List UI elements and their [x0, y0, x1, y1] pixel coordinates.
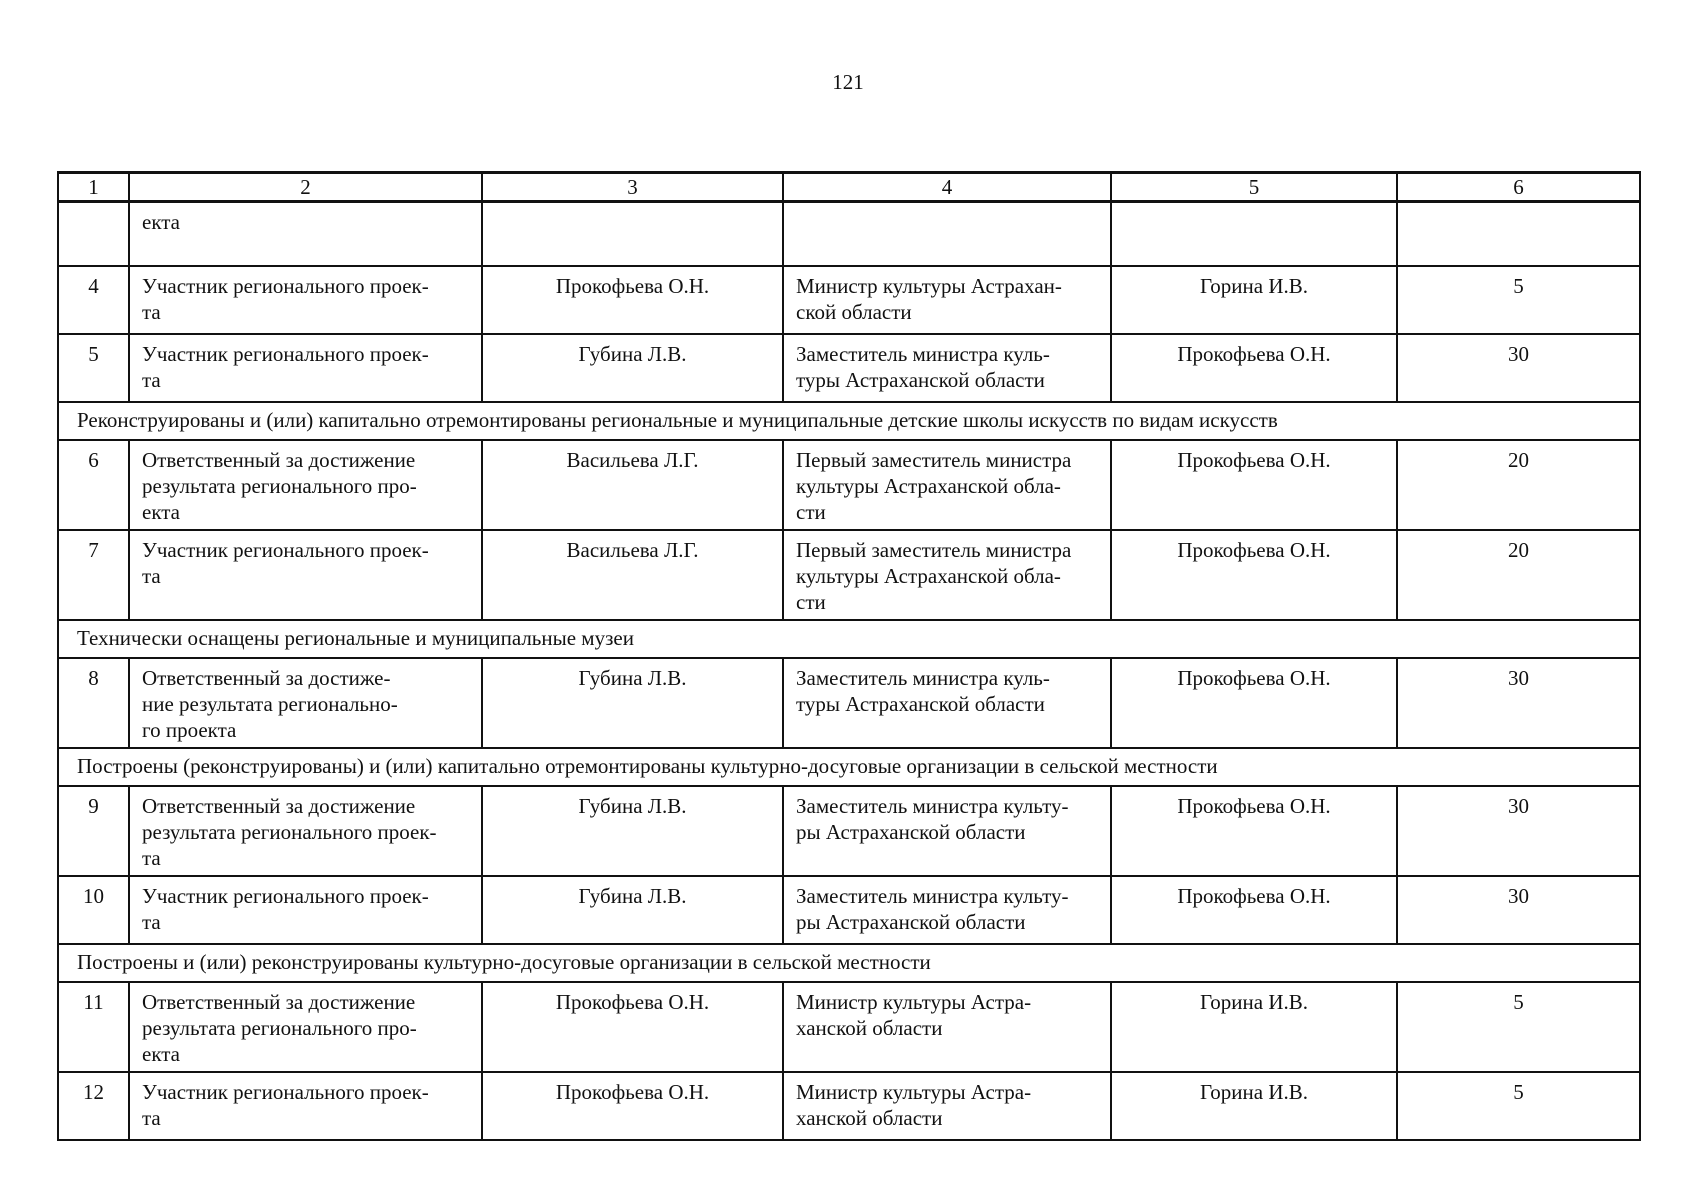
row-number-cell: 10: [58, 876, 129, 944]
person-cell: Прокофьева О.Н.: [482, 266, 783, 334]
table-row: [58, 266, 1640, 334]
role-cell: Ответственный за достижение результата регионального проек- та: [129, 786, 482, 876]
supervisor-cell: Прокофьева О.Н.: [1111, 658, 1397, 748]
position-cell: Первый заместитель министра культуры Астраханской обла- сти: [783, 440, 1111, 530]
supervisor-cell: Прокофьева О.Н.: [1111, 334, 1397, 402]
row-number-cell: 5: [58, 334, 129, 402]
supervisor-cell: Прокофьева О.Н.: [1111, 530, 1397, 620]
row-number-cell: 11: [58, 982, 129, 1072]
percent-cell: 5: [1397, 266, 1640, 334]
column-number: 3: [482, 173, 783, 202]
supervisor-cell: Горина И.В.: [1111, 266, 1397, 334]
percent-cell: 30: [1397, 876, 1640, 944]
row-number-cell: 9: [58, 786, 129, 876]
percent-cell: 5: [1397, 1072, 1640, 1140]
table-row: [58, 530, 1640, 620]
table-row: [58, 202, 1640, 267]
percent-cell: 5: [1397, 982, 1640, 1072]
percent-cell: 30: [1397, 334, 1640, 402]
row-number-cell: 12: [58, 1072, 129, 1140]
person-cell: Прокофьева О.Н.: [482, 1072, 783, 1140]
section-title: Реконструированы и (или) капитально отремонтированы региональные и муниципальные детские школы искусств по видам искусств: [58, 402, 1640, 440]
table-row: [58, 658, 1640, 748]
section-title: Технически оснащены региональные и муниципальные музеи: [58, 620, 1640, 658]
row-number-cell: 6: [58, 440, 129, 530]
percent-cell: [1397, 202, 1640, 267]
row-number-cell: 8: [58, 658, 129, 748]
role-cell: Ответственный за достиже- ние результата регионально- го проекта: [129, 658, 482, 748]
section-header-row: [58, 748, 1640, 786]
percent-cell: 20: [1397, 440, 1640, 530]
table-row: [58, 440, 1640, 530]
role-cell: Ответственный за достижение результата регионального про- екта: [129, 440, 482, 530]
column-number: 1: [58, 173, 129, 202]
percent-cell: 30: [1397, 658, 1640, 748]
percent-cell: 30: [1397, 786, 1640, 876]
supervisor-cell: Прокофьева О.Н.: [1111, 786, 1397, 876]
percent-cell: 20: [1397, 530, 1640, 620]
role-cell: екта: [129, 202, 482, 267]
position-cell: Заместитель министра куль- туры Астраханской области: [783, 334, 1111, 402]
row-number-cell: [58, 202, 129, 267]
role-cell: Ответственный за достижение результата регионального про- екта: [129, 982, 482, 1072]
supervisor-cell: Прокофьева О.Н.: [1111, 876, 1397, 944]
position-cell: Министр культуры Астра- ханской области: [783, 1072, 1111, 1140]
role-cell: Участник регионального проек- та: [129, 876, 482, 944]
row-number-cell: 7: [58, 530, 129, 620]
supervisor-cell: Прокофьева О.Н.: [1111, 440, 1397, 530]
table-row: [58, 1072, 1640, 1140]
position-cell: Заместитель министра культу- ры Астраханской области: [783, 786, 1111, 876]
person-cell: [482, 202, 783, 267]
supervisor-cell: [1111, 202, 1397, 267]
person-cell: Васильева Л.Г.: [482, 530, 783, 620]
person-cell: Губина Л.В.: [482, 876, 783, 944]
supervisor-cell: Горина И.В.: [1111, 982, 1397, 1072]
section-title: Построены (реконструированы) и (или) капитально отремонтированы культурно-досуговые организации в сельской местности: [58, 748, 1640, 786]
position-cell: Первый заместитель министра культуры Астраханской обла- сти: [783, 530, 1111, 620]
role-cell: Участник регионального проек- та: [129, 1072, 482, 1140]
person-cell: Губина Л.В.: [482, 786, 783, 876]
role-cell: Участник регионального проек- та: [129, 530, 482, 620]
person-cell: Губина Л.В.: [482, 334, 783, 402]
section-header-row: [58, 620, 1640, 658]
person-cell: Васильева Л.Г.: [482, 440, 783, 530]
table-row: [58, 334, 1640, 402]
position-cell: Министр культуры Астра- ханской области: [783, 982, 1111, 1072]
supervisor-cell: Горина И.В.: [1111, 1072, 1397, 1140]
column-number: 4: [783, 173, 1111, 202]
position-cell: Заместитель министра культу- ры Астраханской области: [783, 876, 1111, 944]
position-cell: Министр культуры Астрахан- ской области: [783, 266, 1111, 334]
table-row: [58, 876, 1640, 944]
section-header-row: [58, 944, 1640, 982]
column-number: 2: [129, 173, 482, 202]
row-number-cell: 4: [58, 266, 129, 334]
role-cell: Участник регионального проек- та: [129, 334, 482, 402]
column-number: 6: [1397, 173, 1640, 202]
page-number: 121: [832, 70, 864, 94]
column-number: 5: [1111, 173, 1397, 202]
table-body: [58, 173, 1640, 1141]
table-row: [58, 982, 1640, 1072]
person-cell: Прокофьева О.Н.: [482, 982, 783, 1072]
section-header-row: [58, 402, 1640, 440]
position-cell: [783, 202, 1111, 267]
section-title: Построены и (или) реконструированы культурно-досуговые организации в сельской местности: [58, 944, 1640, 982]
column-number-row: [58, 173, 1640, 202]
position-cell: Заместитель министра куль- туры Астраханской области: [783, 658, 1111, 748]
person-cell: Губина Л.В.: [482, 658, 783, 748]
responsibility-table: [57, 171, 1641, 1141]
table-row: [58, 786, 1640, 876]
role-cell: Участник регионального проек- та: [129, 266, 482, 334]
